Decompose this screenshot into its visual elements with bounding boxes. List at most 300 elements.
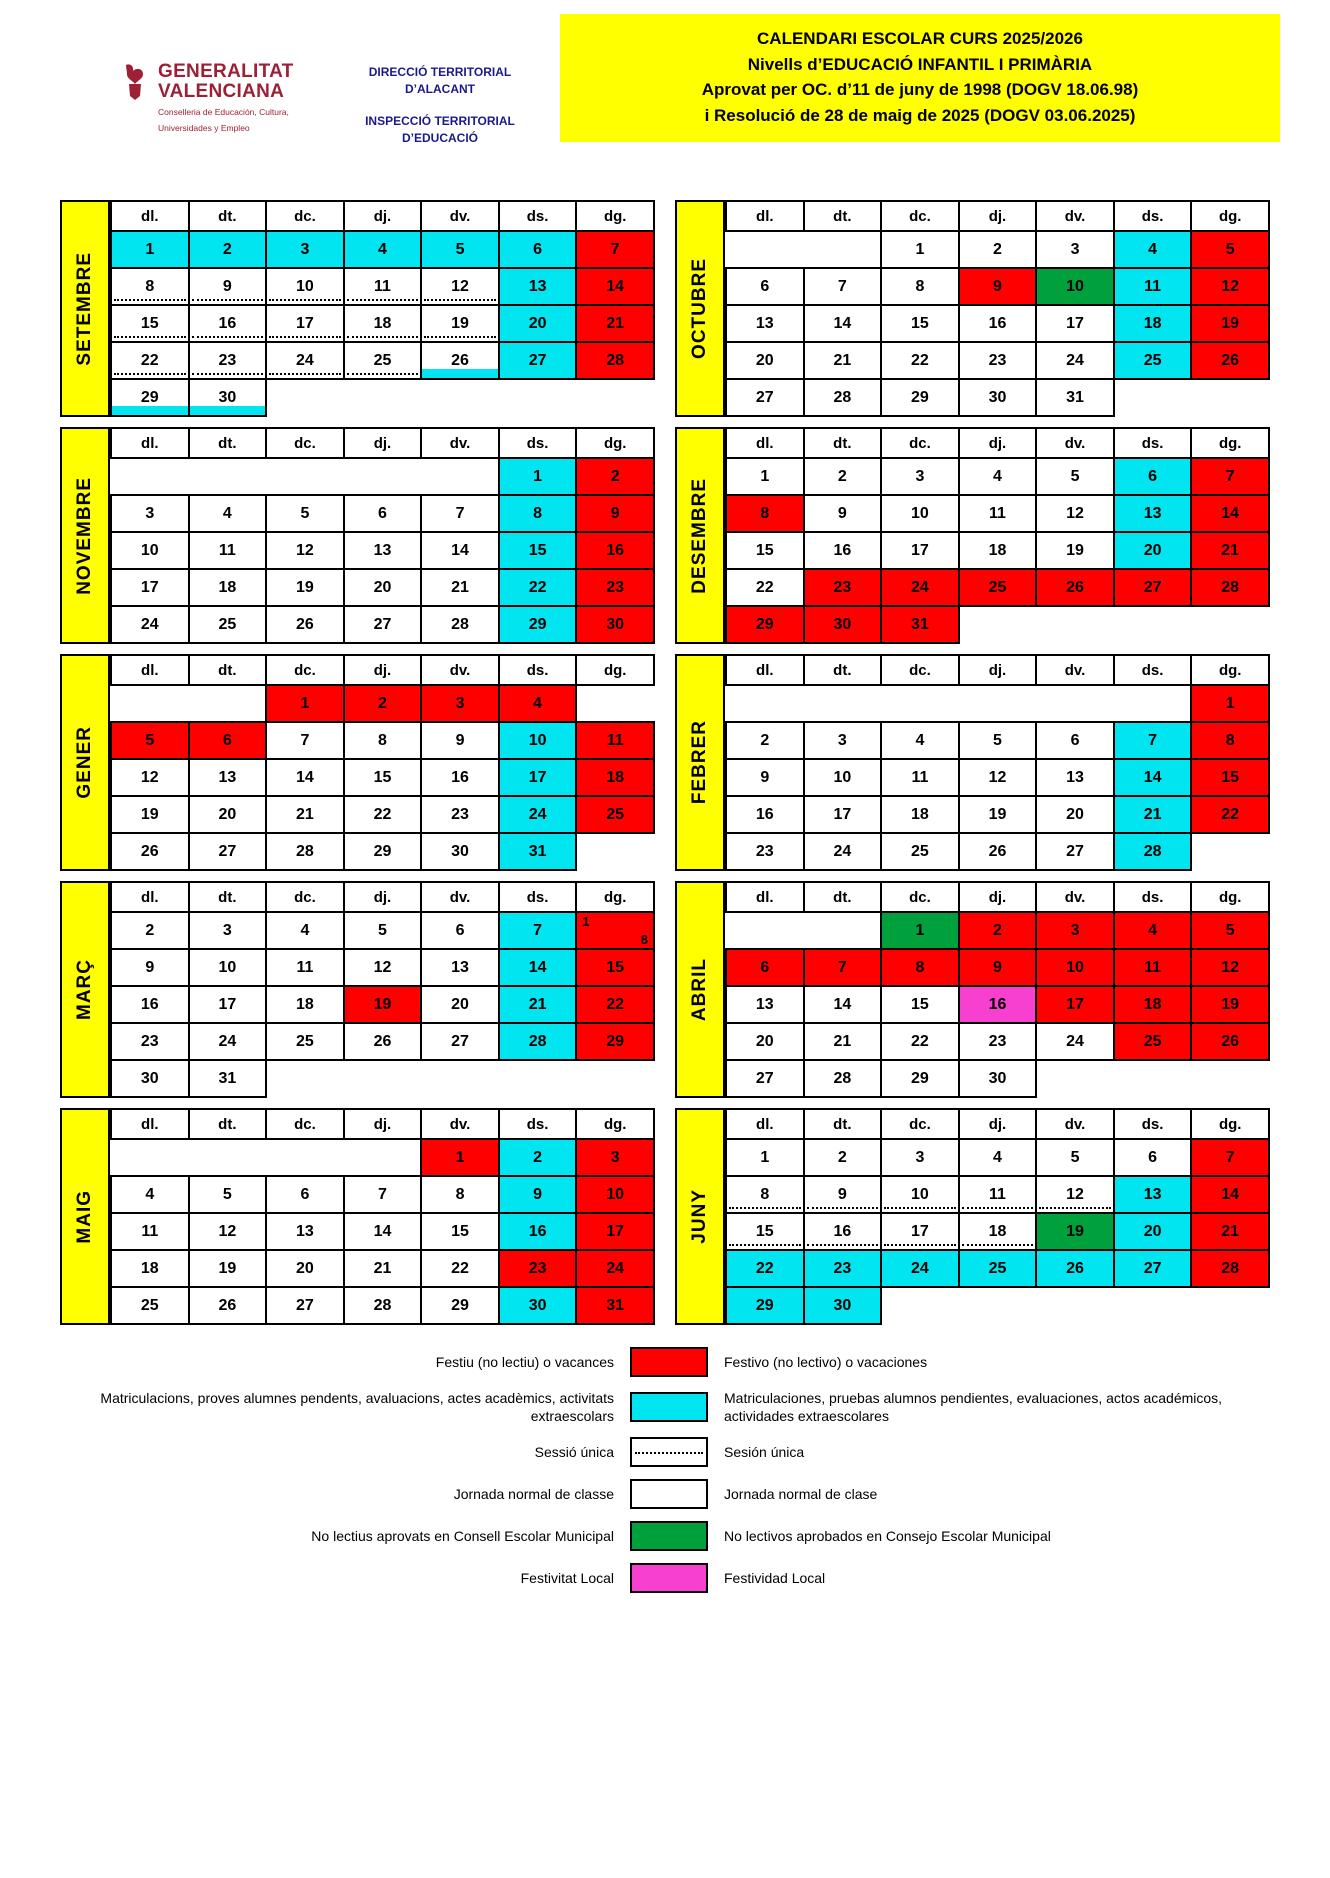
day-cell: 22 bbox=[881, 1023, 959, 1060]
week-row bbox=[726, 231, 1269, 268]
day-cell: 23 bbox=[804, 569, 882, 606]
inspeccio-line2: D’EDUCACIÓ bbox=[401, 131, 478, 146]
day-cell: 3 bbox=[189, 912, 267, 949]
day-cell: 7 bbox=[499, 912, 577, 949]
day-cell: 21 bbox=[1114, 796, 1192, 833]
day-cell: 4 bbox=[344, 231, 422, 268]
day-cell: 25 bbox=[959, 1250, 1037, 1287]
day-cell: 29 bbox=[881, 379, 959, 416]
day-cell: 26 bbox=[1191, 342, 1269, 379]
day-cell: 14 bbox=[499, 949, 577, 986]
day-cell: 20 bbox=[1114, 1213, 1192, 1250]
weekday-header-6: dg. bbox=[1191, 201, 1269, 231]
weekday-header-5: ds. bbox=[499, 655, 577, 685]
day-cell: 12 bbox=[111, 759, 189, 796]
day-cell: 3 bbox=[804, 722, 882, 759]
day-cell: 9 bbox=[499, 1176, 577, 1213]
day-cell: 13 bbox=[1114, 1176, 1192, 1213]
day-cell: 21 bbox=[1191, 1213, 1269, 1250]
legend-label-castellano: Sesión única bbox=[724, 1444, 805, 1461]
week-row bbox=[111, 1023, 654, 1060]
day-cell: 30 bbox=[421, 833, 499, 870]
week-row bbox=[726, 833, 1269, 870]
day-cell: 18 bbox=[266, 986, 344, 1023]
day-cell: 24 bbox=[1036, 1023, 1114, 1060]
day-cell: 14 bbox=[1191, 495, 1269, 532]
day-cell: 15 bbox=[881, 986, 959, 1023]
week-row bbox=[726, 379, 1269, 416]
day-cell-empty bbox=[804, 685, 882, 722]
day-cell: 29 bbox=[499, 606, 577, 643]
day-cell: 21 bbox=[266, 796, 344, 833]
legend-swatch-red bbox=[630, 1347, 708, 1377]
week-row bbox=[111, 606, 654, 643]
day-cell: 23 bbox=[959, 342, 1037, 379]
weekday-header-1: dt. bbox=[189, 201, 267, 231]
day-cell: 3 bbox=[111, 495, 189, 532]
week-row bbox=[726, 912, 1269, 949]
day-cell: 20 bbox=[189, 796, 267, 833]
weekday-header-0: dl. bbox=[726, 655, 804, 685]
day-cell: 7 bbox=[804, 949, 882, 986]
day-cell: 9 bbox=[804, 495, 882, 532]
day-cell: 24 bbox=[576, 1250, 654, 1287]
day-cell: 15 bbox=[726, 532, 804, 569]
day-cell: 3 bbox=[881, 458, 959, 495]
day-cell: 28 bbox=[804, 1060, 882, 1097]
day-cell: 15 bbox=[421, 1213, 499, 1250]
title-line2: Nivells d’EDUCACIÓ INFANTIL I PRIMÀRIA bbox=[747, 54, 1093, 74]
day-cell: 27 bbox=[1036, 833, 1114, 870]
weekday-header-2: dc. bbox=[266, 1109, 344, 1139]
day-cell-empty bbox=[344, 1060, 422, 1097]
day-cell-empty bbox=[111, 1139, 189, 1176]
day-cell: 2 bbox=[959, 912, 1037, 949]
day-cell: 11 bbox=[576, 722, 654, 759]
legend-label-castellano: No lectivos aprobados en Consejo Escolar Municipal bbox=[724, 1528, 1051, 1545]
day-cell: 6 bbox=[421, 912, 499, 949]
day-cell: 1 bbox=[726, 458, 804, 495]
day-cell: 30 bbox=[499, 1287, 577, 1324]
weekday-header-0: dl. bbox=[726, 1109, 804, 1139]
day-cell: 31 bbox=[576, 1287, 654, 1324]
weekday-header-6: dg. bbox=[1191, 1109, 1269, 1139]
day-cell-empty bbox=[576, 685, 654, 722]
day-cell: 15 bbox=[344, 759, 422, 796]
month-label-text: MARÇ bbox=[74, 959, 95, 1020]
day-cell: 6 bbox=[726, 268, 804, 305]
month-label bbox=[675, 881, 725, 1098]
day-cell: 7 bbox=[344, 1176, 422, 1213]
day-cell: 4 bbox=[111, 1176, 189, 1213]
day-cell: 29 bbox=[344, 833, 422, 870]
weekday-header-4: dv. bbox=[421, 655, 499, 685]
day-cell: 17 bbox=[1036, 986, 1114, 1023]
day-cell: 28 bbox=[266, 833, 344, 870]
day-cell: 26 bbox=[1036, 1250, 1114, 1287]
weekday-header-1: dt. bbox=[804, 201, 882, 231]
legend-row bbox=[60, 1521, 1270, 1551]
weekday-header-0: dl. bbox=[726, 201, 804, 231]
day-cell: 30 bbox=[959, 1060, 1037, 1097]
logo-subtitle-line2: Universidades y Empleo bbox=[158, 123, 250, 134]
day-cell: 14 bbox=[804, 986, 882, 1023]
day-cell: 20 bbox=[1036, 796, 1114, 833]
day-cell-empty bbox=[726, 912, 804, 949]
day-cell: 27 bbox=[726, 379, 804, 416]
month-label bbox=[675, 654, 725, 871]
weekday-header-5: ds. bbox=[499, 428, 577, 458]
day-cell-empty bbox=[111, 685, 189, 722]
day-cell: 18 bbox=[111, 1250, 189, 1287]
day-cell: 10 bbox=[499, 722, 577, 759]
week-row bbox=[111, 569, 654, 606]
day-cell-empty bbox=[499, 1060, 577, 1097]
weekday-header-0: dl. bbox=[726, 882, 804, 912]
day-cell: 18 bbox=[959, 532, 1037, 569]
day-cell: 29 bbox=[726, 1287, 804, 1324]
week-row bbox=[111, 1287, 654, 1324]
day-cell: 15 bbox=[576, 949, 654, 986]
day-cell: 21 bbox=[804, 1023, 882, 1060]
week-row bbox=[726, 986, 1269, 1023]
legend-row bbox=[60, 1389, 1270, 1425]
day-cell: 16 bbox=[111, 986, 189, 1023]
day-cell: 6 bbox=[344, 495, 422, 532]
day-cell: 9 bbox=[576, 495, 654, 532]
day-cell: 22 bbox=[726, 569, 804, 606]
day-cell: 19 bbox=[189, 1250, 267, 1287]
day-cell: 16 bbox=[959, 986, 1037, 1023]
month-label bbox=[60, 427, 110, 644]
direccio-line2: D’ALACANT bbox=[405, 82, 475, 97]
day-cell: 21 bbox=[804, 342, 882, 379]
day-cell: 11 bbox=[959, 1176, 1037, 1213]
day-cell: 21 bbox=[499, 986, 577, 1023]
weekday-header-2: dc. bbox=[266, 428, 344, 458]
day-cell: 5 bbox=[344, 912, 422, 949]
page-header bbox=[0, 0, 1330, 200]
day-cell: 22 bbox=[576, 986, 654, 1023]
day-cell: 12 bbox=[421, 268, 499, 305]
week-row bbox=[111, 833, 654, 870]
day-cell-empty bbox=[421, 1060, 499, 1097]
day-cell: 20 bbox=[1114, 532, 1192, 569]
day-cell: 25 bbox=[111, 1287, 189, 1324]
day-cell-empty bbox=[344, 379, 422, 416]
day-cell: 17 bbox=[804, 796, 882, 833]
month-label bbox=[675, 1108, 725, 1325]
legend-label-castellano: Festivo (no lectivo) o vacaciones bbox=[724, 1353, 928, 1370]
day-cell: 29 bbox=[726, 606, 804, 643]
weekday-header-4: dv. bbox=[421, 428, 499, 458]
day-cell-empty bbox=[189, 685, 267, 722]
month-label-text: JUNY bbox=[689, 1189, 710, 1244]
month-label-text: SETEMBRE bbox=[74, 251, 95, 366]
day-cell: 31 bbox=[189, 1060, 267, 1097]
day-cell: 31 bbox=[499, 833, 577, 870]
week-row bbox=[111, 231, 654, 268]
day-cell: 23 bbox=[576, 569, 654, 606]
day-cell-empty bbox=[881, 685, 959, 722]
day-cell: 15 bbox=[726, 1213, 804, 1250]
weekday-header-5: ds. bbox=[1114, 201, 1192, 231]
day-cell: 20 bbox=[344, 569, 422, 606]
day-cell: 13 bbox=[266, 1213, 344, 1250]
calendar-grid bbox=[0, 200, 1330, 1325]
day-cell: 5 bbox=[111, 722, 189, 759]
month-label-text: OCTUBRE bbox=[689, 258, 710, 359]
day-cell: 7 bbox=[1191, 458, 1269, 495]
weekday-header-6: dg. bbox=[1191, 655, 1269, 685]
logo-title-line1: GENERALITAT bbox=[158, 61, 294, 82]
day-cell: 2 bbox=[726, 722, 804, 759]
day-cell: 22 bbox=[421, 1250, 499, 1287]
day-number-a: 1 bbox=[582, 914, 590, 929]
weekday-header-2: dc. bbox=[881, 428, 959, 458]
day-cell: 8 bbox=[499, 495, 577, 532]
day-cell: 7 bbox=[1191, 1139, 1269, 1176]
day-cell-empty bbox=[1036, 1060, 1114, 1097]
day-cell: 26 bbox=[189, 1287, 267, 1324]
day-cell: 12 bbox=[959, 759, 1037, 796]
day-cell: 16 bbox=[499, 1213, 577, 1250]
week-row bbox=[111, 685, 654, 722]
legend-label-valencia: Sessió única bbox=[534, 1444, 614, 1461]
month-label bbox=[675, 427, 725, 644]
day-cell: 5 bbox=[1191, 912, 1269, 949]
day-cell: 26 bbox=[1191, 1023, 1269, 1060]
day-cell: 22 bbox=[1191, 796, 1269, 833]
legend-label-valencia: Jornada normal de classe bbox=[453, 1486, 614, 1503]
weekday-header-3: dj. bbox=[344, 201, 422, 231]
day-cell: 17 bbox=[189, 986, 267, 1023]
territorial-direction-block bbox=[330, 14, 550, 148]
day-cell: 6 bbox=[499, 231, 577, 268]
day-cell-empty bbox=[726, 231, 804, 268]
month-label-text: FEBRER bbox=[689, 720, 710, 805]
day-cell: 4 bbox=[499, 685, 577, 722]
day-cell: 26 bbox=[959, 833, 1037, 870]
weekday-header-2: dc. bbox=[266, 882, 344, 912]
day-cell: 14 bbox=[1114, 759, 1192, 796]
day-cell: 20 bbox=[421, 986, 499, 1023]
day-cell: 10 bbox=[804, 759, 882, 796]
day-cell: 2 bbox=[344, 685, 422, 722]
legend-row bbox=[60, 1347, 1270, 1377]
weekday-header-6: dg. bbox=[576, 1109, 654, 1139]
day-cell: 7 bbox=[1114, 722, 1192, 759]
day-cell: 27 bbox=[1114, 569, 1192, 606]
day-cell: 15 bbox=[499, 532, 577, 569]
day-cell: 22 bbox=[726, 1250, 804, 1287]
day-cell-empty bbox=[576, 379, 654, 416]
weekday-header-4: dv. bbox=[1036, 1109, 1114, 1139]
day-cell: 12 bbox=[1036, 1176, 1114, 1213]
weekday-header-0: dl. bbox=[111, 1109, 189, 1139]
month-label bbox=[60, 881, 110, 1098]
week-row bbox=[111, 458, 654, 495]
weekday-header-5: ds. bbox=[1114, 1109, 1192, 1139]
day-cell: 18 bbox=[1114, 305, 1192, 342]
day-cell: 5 bbox=[266, 495, 344, 532]
day-cell: 18 bbox=[881, 796, 959, 833]
week-row bbox=[726, 495, 1269, 532]
month-maig bbox=[60, 1108, 655, 1325]
weekday-header-4: dv. bbox=[1036, 428, 1114, 458]
day-cell: 6 bbox=[1114, 458, 1192, 495]
day-cell-empty bbox=[189, 458, 267, 495]
day-cell: 18 bbox=[959, 1213, 1037, 1250]
day-cell: 11 bbox=[1114, 949, 1192, 986]
day-cell-empty bbox=[421, 379, 499, 416]
day-cell-empty bbox=[266, 1060, 344, 1097]
day-cell: 15 bbox=[111, 305, 189, 342]
month-label-text: MAIG bbox=[74, 1189, 95, 1244]
day-cell: 27 bbox=[1114, 1250, 1192, 1287]
day-cell: 26 bbox=[111, 833, 189, 870]
day-cell: 5 bbox=[1036, 1139, 1114, 1176]
weekday-header-4: dv. bbox=[1036, 655, 1114, 685]
month-juny bbox=[675, 1108, 1270, 1325]
day-cell-empty bbox=[111, 458, 189, 495]
day-cell-empty bbox=[959, 685, 1037, 722]
day-cell: 4 bbox=[959, 1139, 1037, 1176]
weekday-header-4: dv. bbox=[421, 201, 499, 231]
day-cell: 7 bbox=[804, 268, 882, 305]
day-cell: 12 bbox=[189, 1213, 267, 1250]
week-row bbox=[726, 1287, 1269, 1324]
legend-label-valencia: Matriculacions, proves alumnes pendents, avaluacions, actes acadèmics, activitats extraescolars bbox=[100, 1390, 614, 1425]
day-cell: 19 bbox=[1191, 986, 1269, 1023]
calendar-row bbox=[60, 1108, 1270, 1325]
day-cell: 19 bbox=[266, 569, 344, 606]
day-cell: 28 bbox=[1114, 833, 1192, 870]
day-cell: 7 bbox=[576, 231, 654, 268]
day-cell: 13 bbox=[1036, 759, 1114, 796]
day-cell: 17 bbox=[499, 759, 577, 796]
week-row bbox=[111, 305, 654, 342]
legend-label-castellano: Matriculaciones, pruebas alumnos pendientes, evaluaciones, actos académicos, actividades extraescolares bbox=[724, 1390, 1223, 1425]
day-cell: 29 bbox=[421, 1287, 499, 1324]
day-cell: 25 bbox=[959, 569, 1037, 606]
day-cell: 13 bbox=[189, 759, 267, 796]
day-cell-empty bbox=[959, 1287, 1037, 1324]
day-cell: 14 bbox=[421, 532, 499, 569]
legend-label-valencia: Festiu (no lectiu) o vacances bbox=[435, 1353, 614, 1370]
week-row bbox=[726, 1176, 1269, 1213]
day-cell: 5 bbox=[1036, 458, 1114, 495]
day-cell: 27 bbox=[266, 1287, 344, 1324]
day-cell: 11 bbox=[1114, 268, 1192, 305]
day-cell: 22 bbox=[499, 569, 577, 606]
weekday-header-1: dt. bbox=[189, 428, 267, 458]
week-row bbox=[726, 1250, 1269, 1287]
title-line3: Aprovat per OC. d’11 de juny de 1998 (DOGV 18.06.98) bbox=[701, 80, 1139, 99]
month-abril bbox=[675, 881, 1270, 1098]
day-cell: 14 bbox=[804, 305, 882, 342]
day-cell: 9 bbox=[111, 949, 189, 986]
day-cell: 3 bbox=[881, 1139, 959, 1176]
weekday-header-5: ds. bbox=[1114, 655, 1192, 685]
day-cell: 1 bbox=[881, 912, 959, 949]
day-cell: 23 bbox=[189, 342, 267, 379]
day-cell: 10 bbox=[111, 532, 189, 569]
day-cell-empty bbox=[804, 912, 882, 949]
day-cell: 3 bbox=[266, 231, 344, 268]
day-cell: 9 bbox=[421, 722, 499, 759]
day-cell: 9 bbox=[189, 268, 267, 305]
day-cell: 27 bbox=[189, 833, 267, 870]
day-cell: 2 bbox=[499, 1139, 577, 1176]
month-label bbox=[60, 654, 110, 871]
day-cell: 13 bbox=[344, 532, 422, 569]
month-setembre bbox=[60, 200, 655, 417]
day-cell: 9 bbox=[726, 759, 804, 796]
month-març bbox=[60, 881, 655, 1098]
month-octubre bbox=[675, 200, 1270, 417]
day-cell: 29 bbox=[576, 1023, 654, 1060]
week-row bbox=[726, 532, 1269, 569]
day-cell: 20 bbox=[266, 1250, 344, 1287]
day-cell: 16 bbox=[959, 305, 1037, 342]
week-row bbox=[111, 342, 654, 379]
week-row bbox=[111, 912, 654, 949]
inspeccio-line1: INSPECCIÓ TERRITORIAL bbox=[365, 113, 515, 128]
day-cell: 12 bbox=[1191, 268, 1269, 305]
weekday-header-0: dl. bbox=[111, 428, 189, 458]
logo-subtitle-line1: Conselleria de Educación, Cultura, bbox=[158, 106, 289, 117]
day-cell: 24 bbox=[804, 833, 882, 870]
day-cell: 26 bbox=[344, 1023, 422, 1060]
day-cell: 25 bbox=[1114, 342, 1192, 379]
calendar-row bbox=[60, 427, 1270, 644]
weekday-header-3: dj. bbox=[344, 882, 422, 912]
week-row bbox=[111, 986, 654, 1023]
day-cell: 5 bbox=[189, 1176, 267, 1213]
weekday-header-0: dl. bbox=[726, 428, 804, 458]
logo-title-line2: VALENCIANA bbox=[158, 80, 285, 102]
day-cell: 1 bbox=[726, 1139, 804, 1176]
day-cell: 8 bbox=[344, 722, 422, 759]
day-cell: 13 bbox=[421, 949, 499, 986]
day-cell: 12 bbox=[1191, 949, 1269, 986]
day-cell: 31 bbox=[881, 606, 959, 643]
weekday-header-3: dj. bbox=[959, 882, 1037, 912]
day-cell: 8 bbox=[881, 268, 959, 305]
day-cell: 2 bbox=[804, 1139, 882, 1176]
day-cell: 22 bbox=[881, 342, 959, 379]
day-cell: 3 bbox=[1036, 231, 1114, 268]
day-cell-empty bbox=[576, 1060, 654, 1097]
weekday-header-4: dv. bbox=[1036, 201, 1114, 231]
day-cell: 23 bbox=[959, 1023, 1037, 1060]
weekday-header-3: dj. bbox=[959, 655, 1037, 685]
day-cell: 21 bbox=[344, 1250, 422, 1287]
weekday-header-6: dg. bbox=[576, 655, 654, 685]
weekday-header-0: dl. bbox=[111, 655, 189, 685]
generalitat-logo bbox=[0, 14, 330, 135]
day-cell-empty bbox=[1036, 606, 1114, 643]
weekday-header-6: dg. bbox=[576, 201, 654, 231]
day-cell: 13 bbox=[726, 305, 804, 342]
day-cell: 28 bbox=[1191, 1250, 1269, 1287]
day-cell: 28 bbox=[421, 606, 499, 643]
week-row bbox=[111, 796, 654, 833]
week-row bbox=[726, 685, 1269, 722]
month-label bbox=[675, 200, 725, 417]
day-cell: 16 bbox=[804, 532, 882, 569]
